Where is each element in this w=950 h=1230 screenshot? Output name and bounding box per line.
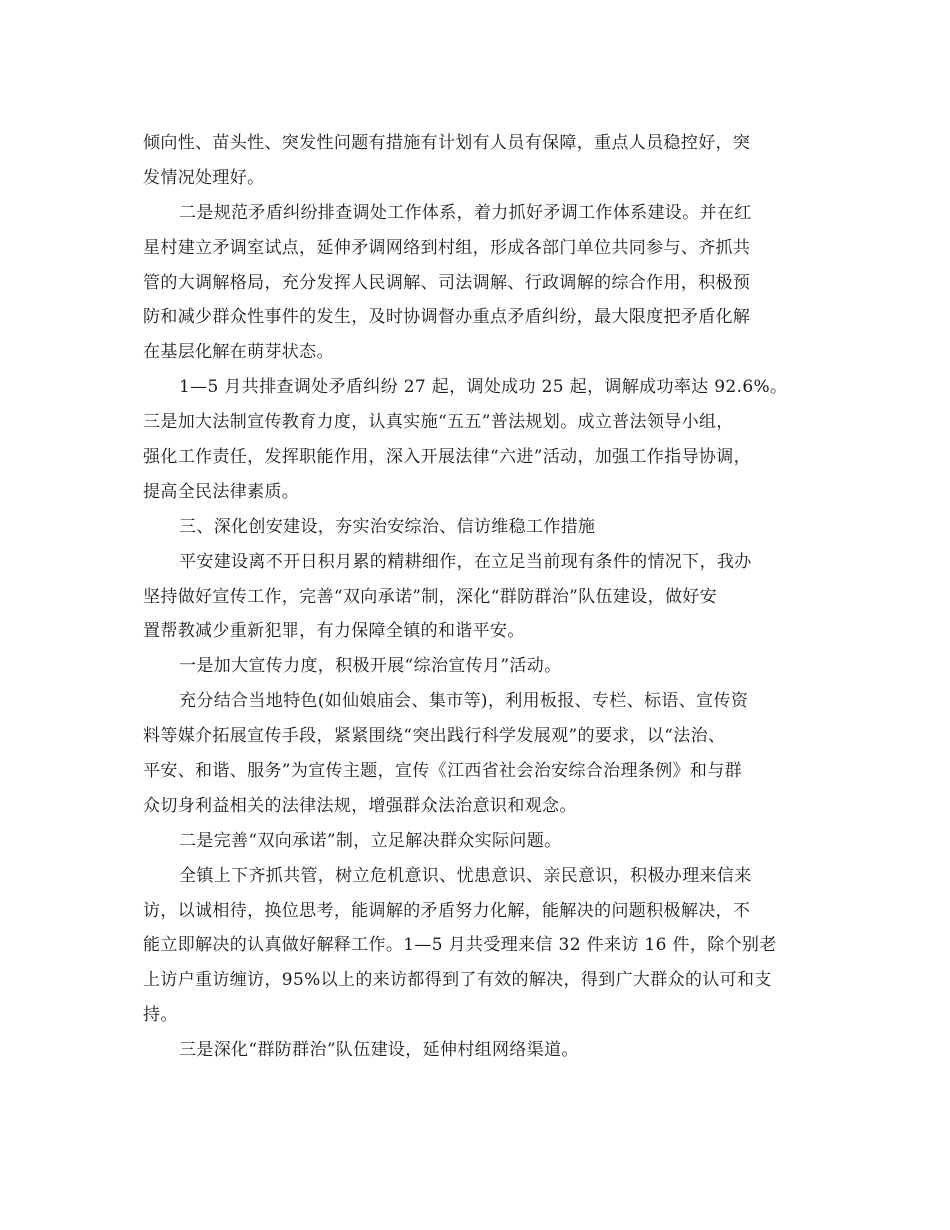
text-line: 发情况处理好。 <box>143 167 265 188</box>
text-line: 能立即解决的认真做好解释工作。1—5 月共受理来信 32 件来访 16 件，除个别老 <box>143 935 777 956</box>
text-line: 在基层化解在萌芽状态。 <box>143 342 334 363</box>
document-body <box>143 126 811 1068</box>
text-line: 坚持做好宣传工作，完善“双向承诺”制，深化“群防群治”队伍建设，做好安 <box>143 586 718 607</box>
text-line: 访，以诚相待，换位思考，能调解的矛盾努力化解，能解决的问题积极解决，不 <box>143 900 751 921</box>
text-line: 二是规范矛盾纠纷排查调处工作体系，着力抓好矛调工作体系建设。并在红 <box>179 202 752 223</box>
text-line: 防和减少群众性事件的发生，及时协调督办重点矛盾纠纷，最大限度把矛盾化解 <box>143 307 751 328</box>
text-line: 三是加大法制宣传教育力度，认真实施“五五”普法规划。成立普法领导小组， <box>143 412 734 433</box>
text-line: 置帮教减少重新犯罪，有力保障全镇的和谐平安。 <box>143 621 525 642</box>
text-line: 倾向性、苗头性、突发性问题有措施有计划有人员有保障，重点人员稳控好，突 <box>143 133 751 153</box>
text-line: 上访户重访缠访，95%以上的来访都得到了有效的解决，得到广大群众的认可和支 <box>143 970 772 991</box>
text-line: 持。 <box>143 1005 178 1026</box>
text-line: 众切身利益相关的法律法规，增强群众法治意识和观念。 <box>143 795 577 816</box>
text-line: 料等媒介拓展宣传手段，紧紧围绕“突出践行科学发展观”的要求，以“法治、 <box>143 726 726 747</box>
text-line: 全镇上下齐抓共管，树立危机意识、忧患意识、亲民意识，积极办理来信来 <box>179 865 752 886</box>
section-heading: 三、深化创安建设，夯实治安综治、信访维稳工作措施 <box>179 516 596 537</box>
text-line: 充分结合当地特色(如仙娘庙会、集市等)，利用板报、专栏、标语、宣传资 <box>179 691 749 712</box>
text-line: 管的大调解格局，充分发挥人民调解、司法调解、行政调解的综合作用，积极预 <box>143 272 751 293</box>
text-line: 1—5 月共排查调处矛盾纠纷 27 起，调处成功 25 起，调解成功率达 92.6%。 <box>179 377 788 398</box>
text-line: 二是完善“双向承诺”制，立足解决群众实际问题。 <box>179 830 562 851</box>
text-line: 一是加大宣传力度，积极开展“综治宣传月”活动。 <box>179 656 562 677</box>
text-line: 提高全民法律素质。 <box>143 481 300 502</box>
text-line: 平安、和谐、服务”为宣传主题，宣传《江西省社会治安综合治理条例》和与群 <box>143 761 742 782</box>
text-line: 平安建设离不开日积月累的精耕细作，在立足当前现有条件的情况下，我办 <box>179 551 752 572</box>
text-line: 强化工作责任，发挥职能作用，深入开展法律“六进”活动，加强工作指导协调， <box>143 447 751 468</box>
text-line: 三是深化“群防群治”队伍建设，延伸村组网络渠道。 <box>179 1040 579 1061</box>
text-line: 星村建立矛调室试点，延伸矛调网络到村组，形成各部门单位共同参与、齐抓共 <box>143 237 751 258</box>
